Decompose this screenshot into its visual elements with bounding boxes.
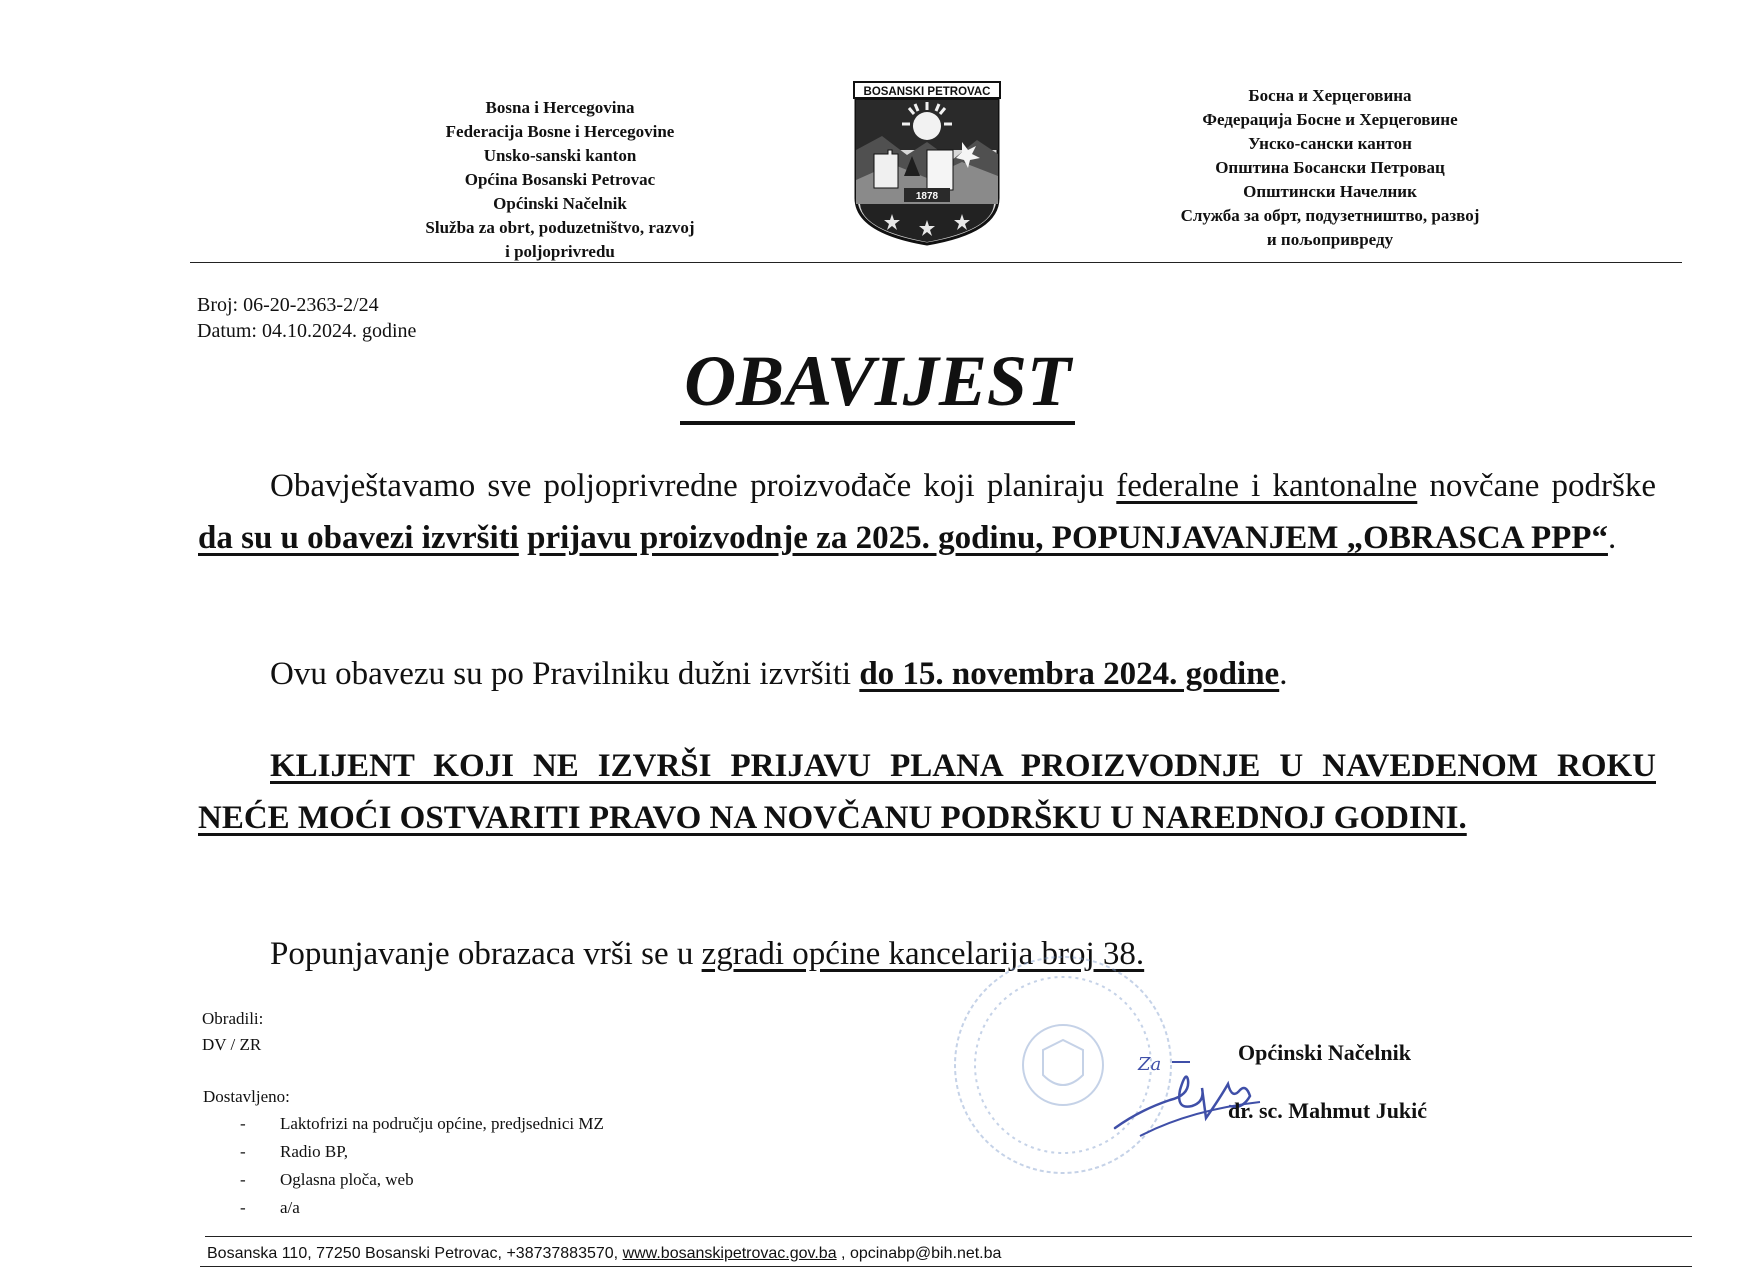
signature-title: Općinski Načelnik xyxy=(1238,1040,1411,1065)
paragraph-location xyxy=(198,928,1656,980)
p2-period: . xyxy=(1279,656,1288,692)
header-divider xyxy=(190,262,1682,263)
header-left-line: Bosna i Hercegovina xyxy=(485,98,635,117)
crest-year: 1878 xyxy=(915,191,939,202)
signature-name: dr. sc. Mahmut Jukić xyxy=(1228,1098,1428,1123)
footer-website-link[interactable]: www.bosanskipetrovac.gov.ba xyxy=(622,1245,837,1262)
document-title xyxy=(0,340,1755,423)
header-right-line: Општина Босански Петровац xyxy=(1215,158,1445,177)
p1-period: . xyxy=(1607,520,1617,556)
footer-divider xyxy=(205,1236,1692,1237)
document-title-text: OBAVIJEST xyxy=(680,341,1075,425)
crest-banner-text: BOSANSKI PETROVAC xyxy=(863,86,991,98)
p1-registration: prijavu proizvodnje za 2025. godinu, POPUNJAVANJEM „OBRASCA PPP“ xyxy=(527,520,1608,556)
signature-za: Za xyxy=(1138,1054,1162,1075)
paragraph-warning: KLIJENT KOJI NE IZVRŠI PRIJAVU PLANA PROIZVODNJE U NAVEDENOM ROKU NEĆE MOĆI OSTVARITI PRAVO NA NOVČANU PODRŠKU U NAREDNOJ GODINI. xyxy=(198,748,1656,836)
header-right-line: Општински Начелник xyxy=(1243,182,1417,201)
header-left-line: Unsko-sanski kanton xyxy=(483,146,637,165)
p1-space xyxy=(519,520,527,556)
municipality-crest-logo xyxy=(852,80,1002,246)
footer-address: Bosanska 110, 77250 Bosanski Petrovac, +38737883570, xyxy=(207,1245,623,1262)
header-left-line: Općina Bosanski Petrovac xyxy=(464,170,656,189)
p2-deadline-date: do 15. novembra 2024. godine xyxy=(859,656,1280,692)
reference-date: Datum: 04.10.2024. godine xyxy=(197,320,417,342)
header-right xyxy=(1140,84,1520,252)
processed-value: DV / ZR xyxy=(202,1035,262,1054)
header-left xyxy=(370,96,750,264)
p1-obligation: da su u obavezi izvršiti xyxy=(198,520,519,556)
footer-bottom-rule xyxy=(200,1266,1692,1267)
header-left-line: i poljoprivredu xyxy=(505,242,615,261)
footer-email[interactable]: opcinabp@bih.net.ba xyxy=(849,1245,1002,1262)
header-right-line: и пољопривреду xyxy=(1266,230,1394,249)
header-right-line: Унско-сански кантон xyxy=(1248,134,1412,153)
paragraph-notice xyxy=(198,460,1656,564)
footer-contact xyxy=(207,1245,1001,1263)
header-right-line: Босна и Херцеговина xyxy=(1248,86,1412,105)
p1-text: Obavještavamo sve poljoprivredne proizvođače koji planiraju xyxy=(270,468,1117,504)
footer-separator: , xyxy=(836,1245,850,1262)
p4-text: Popunjavanje obrazaca vrši se u xyxy=(270,936,702,972)
processed-label: Obradili: xyxy=(202,1009,264,1028)
p4-office: zgradi općine kancelarija broj 38. xyxy=(701,936,1145,972)
header-right-line: Служба за обрт, подузетништво, развој xyxy=(1180,206,1480,225)
header-left-line: Općinski Načelnik xyxy=(493,194,627,213)
p1-text: novčane podrške xyxy=(1417,468,1656,504)
paragraph-deadline xyxy=(198,648,1656,700)
header-left-line: Federacija Bosne i Hercegovine xyxy=(445,122,675,141)
header-left-line: Služba za obrt, poduzetništvo, razvoj xyxy=(425,218,695,237)
reference-number: Broj: 06-20-2363-2/24 xyxy=(197,294,379,316)
p1-support-type: federalne i kantonalne xyxy=(1116,468,1418,504)
p2-text: Ovu obavezu su po Pravilniku dužni izvršiti xyxy=(270,656,860,692)
delivered-label: Dostavljeno: xyxy=(203,1087,290,1106)
header-right-line: Федерација Босне и Херцеговине xyxy=(1202,110,1458,129)
